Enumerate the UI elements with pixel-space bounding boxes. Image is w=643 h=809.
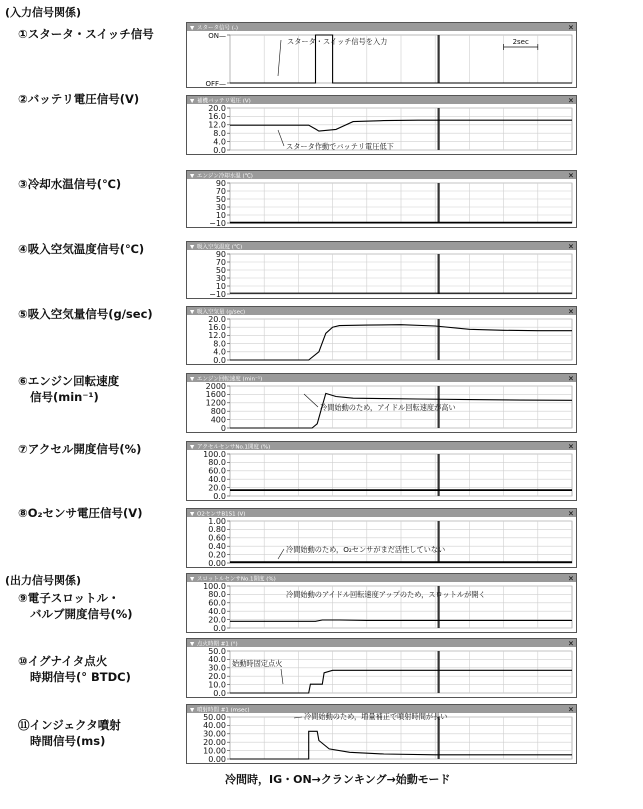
collapse-arrow-icon[interactable]: ▼ bbox=[190, 244, 195, 251]
label-line: ⑤吸入空気量信号(g/sec) bbox=[18, 307, 153, 321]
collapse-arrow-icon[interactable]: ▼ bbox=[190, 641, 195, 648]
y-tick-label: 100.0 bbox=[203, 581, 226, 591]
chart-o2 bbox=[186, 508, 577, 568]
close-icon[interactable]: × bbox=[568, 374, 574, 383]
y-tick-label: 10 bbox=[215, 210, 226, 220]
close-icon[interactable]: × bbox=[568, 705, 574, 714]
y-tick-label: 40.0 bbox=[208, 655, 226, 665]
close-icon[interactable]: × bbox=[568, 171, 574, 180]
annotation-text: 冷間始動のアイドル回転速度アップのため，スロットルが開く bbox=[286, 590, 486, 599]
label-line: 信号(min⁻¹) bbox=[30, 390, 99, 404]
y-tick-label: 10 bbox=[215, 281, 226, 291]
label-line: ④吸入空気温度信号(℃) bbox=[18, 242, 145, 256]
y-tick-label: −10 bbox=[209, 218, 226, 228]
y-tick-label: ON— bbox=[208, 31, 226, 40]
annotation-text: 2sec bbox=[512, 38, 529, 46]
label-line: ⑩イグナイタ点火 bbox=[18, 654, 108, 668]
chart-svg bbox=[186, 441, 577, 501]
annotation-text: 冷間始動のため，O₂センサがまだ活性していない bbox=[286, 545, 446, 554]
y-tick-label: 0.0 bbox=[213, 145, 226, 155]
label-line: ⑧O₂センサ電圧信号(V) bbox=[18, 506, 143, 520]
y-tick-label: 20.0 bbox=[208, 615, 226, 625]
y-tick-label: 0.20 bbox=[208, 550, 226, 560]
y-tick-label: 0.0 bbox=[213, 491, 226, 501]
y-tick-label: 12.0 bbox=[208, 331, 226, 341]
input-section-header: (入力信号関係) bbox=[5, 6, 82, 19]
label-line: ①スタータ・スイッチ信号 bbox=[18, 27, 154, 41]
label-injector bbox=[18, 717, 121, 749]
y-tick-label: 1.00 bbox=[208, 516, 226, 526]
y-tick-label: 0.00 bbox=[208, 558, 226, 568]
window-title: 吸入空気量 (g/sec) bbox=[197, 309, 246, 316]
y-tick-label: 30 bbox=[215, 273, 226, 283]
collapse-arrow-icon[interactable]: ▼ bbox=[190, 25, 195, 32]
window-title-bar bbox=[187, 242, 576, 250]
chart-svg bbox=[186, 95, 577, 155]
chart-svg bbox=[186, 704, 577, 764]
window-title-bar bbox=[187, 639, 576, 647]
y-tick-label: 0 bbox=[220, 423, 226, 433]
y-tick-label: 0.0 bbox=[213, 688, 226, 698]
window-title: 補機バッテリ電圧 (V) bbox=[197, 98, 251, 105]
window-title: アクセルセンサNo.1開度 (%) bbox=[197, 444, 271, 451]
close-icon[interactable]: × bbox=[568, 639, 574, 648]
label-ignition bbox=[18, 653, 131, 685]
label-engine-speed bbox=[18, 373, 119, 405]
collapse-arrow-icon[interactable]: ▼ bbox=[190, 444, 195, 451]
close-icon[interactable]: × bbox=[568, 442, 574, 451]
chart-injector bbox=[186, 704, 577, 764]
collapse-arrow-icon[interactable]: ▼ bbox=[190, 309, 195, 316]
collapse-arrow-icon[interactable]: ▼ bbox=[190, 576, 195, 583]
y-tick-label: 4.0 bbox=[213, 137, 226, 147]
label-o2 bbox=[18, 505, 142, 521]
y-tick-label: 10.00 bbox=[203, 746, 226, 756]
y-tick-label: 0.80 bbox=[208, 525, 226, 535]
close-icon[interactable]: × bbox=[568, 509, 574, 518]
chart-svg bbox=[186, 573, 577, 633]
label-line: 時期信号(° BTDC) bbox=[30, 670, 131, 684]
label-line: ⑪インジェクタ噴射 bbox=[18, 718, 121, 732]
y-tick-label: 0.40 bbox=[208, 542, 226, 551]
chart-svg bbox=[186, 241, 577, 299]
window-title: スロットルセンサNo.1開度 (%) bbox=[197, 576, 276, 583]
chart-throttle bbox=[186, 573, 577, 633]
close-icon[interactable]: × bbox=[568, 242, 574, 251]
y-tick-label: OFF— bbox=[205, 79, 226, 88]
y-tick-label: 30 bbox=[215, 202, 226, 212]
label-starter bbox=[18, 26, 154, 42]
y-tick-label: 0.0 bbox=[213, 355, 226, 365]
window-title-bar bbox=[187, 307, 576, 315]
chart-ignition bbox=[186, 638, 577, 698]
window-title: スタータ信号 (-) bbox=[197, 25, 239, 32]
window-title-bar bbox=[187, 23, 576, 31]
label-coolant bbox=[18, 176, 121, 192]
figure-caption: 冷間時，IG・ON→クランキング→始動モード bbox=[225, 773, 451, 786]
y-tick-label: 16.0 bbox=[208, 323, 226, 332]
y-tick-label: 4.0 bbox=[213, 347, 226, 357]
chart-svg bbox=[186, 638, 577, 698]
y-tick-label: 50.00 bbox=[203, 712, 226, 722]
chart-accelerator bbox=[186, 441, 577, 501]
label-line: 時間信号(ms) bbox=[30, 734, 106, 748]
y-tick-label: 0.0 bbox=[213, 623, 226, 633]
collapse-arrow-icon[interactable]: ▼ bbox=[190, 707, 195, 714]
chart-intake-temp bbox=[186, 241, 577, 299]
y-tick-label: 50.0 bbox=[208, 646, 226, 656]
window-title: 点火時期 #1 (°) bbox=[197, 641, 238, 648]
label-intake-temp bbox=[18, 241, 144, 257]
collapse-arrow-icon[interactable]: ▼ bbox=[190, 376, 195, 383]
chart-starter bbox=[186, 22, 577, 88]
collapse-arrow-icon[interactable]: ▼ bbox=[190, 511, 195, 518]
close-icon[interactable]: × bbox=[568, 307, 574, 316]
y-tick-label: 20.0 bbox=[208, 314, 226, 324]
y-tick-label: 20.0 bbox=[208, 483, 226, 493]
y-tick-label: 30.0 bbox=[208, 663, 226, 673]
window-title: エンジン回転速度 (min⁻¹) bbox=[197, 376, 263, 383]
chart-battery bbox=[186, 95, 577, 155]
y-tick-label: 80.0 bbox=[208, 590, 226, 600]
y-tick-label: 40.00 bbox=[203, 721, 226, 731]
collapse-arrow-icon[interactable]: ▼ bbox=[190, 98, 195, 105]
y-tick-label: 50 bbox=[215, 194, 226, 204]
y-tick-label: 10.0 bbox=[208, 680, 226, 690]
y-tick-label: 1600 bbox=[205, 390, 226, 400]
label-line: ⑨電子スロットル・ bbox=[18, 591, 120, 605]
y-tick-label: 90 bbox=[215, 249, 226, 259]
y-tick-label: 70 bbox=[215, 186, 226, 196]
y-tick-label: 60.0 bbox=[208, 466, 226, 476]
label-airflow bbox=[18, 306, 153, 322]
chart-svg bbox=[186, 373, 577, 433]
y-tick-label: 16.0 bbox=[208, 112, 226, 122]
y-tick-label: 400 bbox=[210, 415, 226, 425]
chart-svg bbox=[186, 508, 577, 568]
close-icon[interactable]: × bbox=[568, 96, 574, 105]
label-line: ⑦アクセル開度信号(%) bbox=[18, 442, 142, 456]
y-tick-label: 2000 bbox=[205, 381, 226, 391]
collapse-arrow-icon[interactable]: ▼ bbox=[190, 173, 195, 180]
label-line: ②バッテリ電圧信号(V) bbox=[18, 92, 140, 106]
y-tick-label: 0.60 bbox=[208, 533, 226, 543]
annotation-text: 始動時固定点火 bbox=[232, 659, 283, 668]
window-title: O2センサB1S1 (V) bbox=[197, 511, 246, 518]
annotation-text: 冷間始動のため，増量補正で噴射時間が長い bbox=[304, 712, 448, 721]
y-tick-label: 60.0 bbox=[208, 598, 226, 608]
label-line: ③冷却水温信号(℃) bbox=[18, 177, 122, 191]
y-tick-label: 0.00 bbox=[208, 754, 226, 764]
y-tick-label: 800 bbox=[210, 407, 226, 416]
chart-engine-speed bbox=[186, 373, 577, 433]
y-tick-label: 40.0 bbox=[208, 475, 226, 484]
y-tick-label: 50 bbox=[215, 265, 226, 275]
annotation-text: 冷間始動のため，アイドル回転速度が高い bbox=[320, 403, 456, 412]
y-tick-label: 20.00 bbox=[203, 738, 226, 747]
y-tick-label: 80.0 bbox=[208, 458, 226, 468]
annotation-text: スタータ・スイッチ信号を入力 bbox=[287, 37, 388, 46]
y-tick-label: 8.0 bbox=[213, 339, 226, 349]
window-title: 吸入空気温度 (℃) bbox=[197, 244, 243, 251]
label-line: バルブ開度信号(%) bbox=[30, 607, 133, 621]
y-tick-label: 40.0 bbox=[208, 607, 226, 616]
window-title: 噴射時間 #1 (msec) bbox=[197, 707, 250, 714]
y-tick-label: −10 bbox=[209, 289, 226, 299]
chart-svg bbox=[186, 170, 577, 228]
y-tick-label: 90 bbox=[215, 178, 226, 188]
chart-airflow bbox=[186, 306, 577, 365]
chart-svg bbox=[186, 22, 577, 88]
y-tick-label: 20.0 bbox=[208, 103, 226, 113]
annotation-text: スタータ作動でバッテリ電圧低下 bbox=[286, 142, 394, 151]
chart-svg bbox=[186, 306, 577, 365]
y-tick-label: 100.0 bbox=[203, 449, 226, 459]
y-tick-label: 20.0 bbox=[208, 672, 226, 681]
output-section-header: (出力信号関係) bbox=[5, 574, 82, 587]
chart-coolant bbox=[186, 170, 577, 228]
y-tick-label: 12.0 bbox=[208, 120, 226, 130]
close-icon[interactable]: × bbox=[568, 23, 574, 32]
window-title: エンジン冷却水温 (℃) bbox=[197, 173, 253, 180]
close-icon[interactable]: × bbox=[568, 574, 574, 583]
y-tick-label: 8.0 bbox=[213, 129, 226, 138]
label-throttle bbox=[18, 590, 133, 622]
y-tick-label: 1200 bbox=[205, 398, 226, 408]
y-tick-label: 30.00 bbox=[203, 729, 226, 739]
label-accelerator bbox=[18, 441, 141, 457]
y-tick-label: 70 bbox=[215, 257, 226, 267]
label-line: ⑥エンジン回転速度 bbox=[18, 374, 120, 388]
label-battery bbox=[18, 91, 139, 107]
